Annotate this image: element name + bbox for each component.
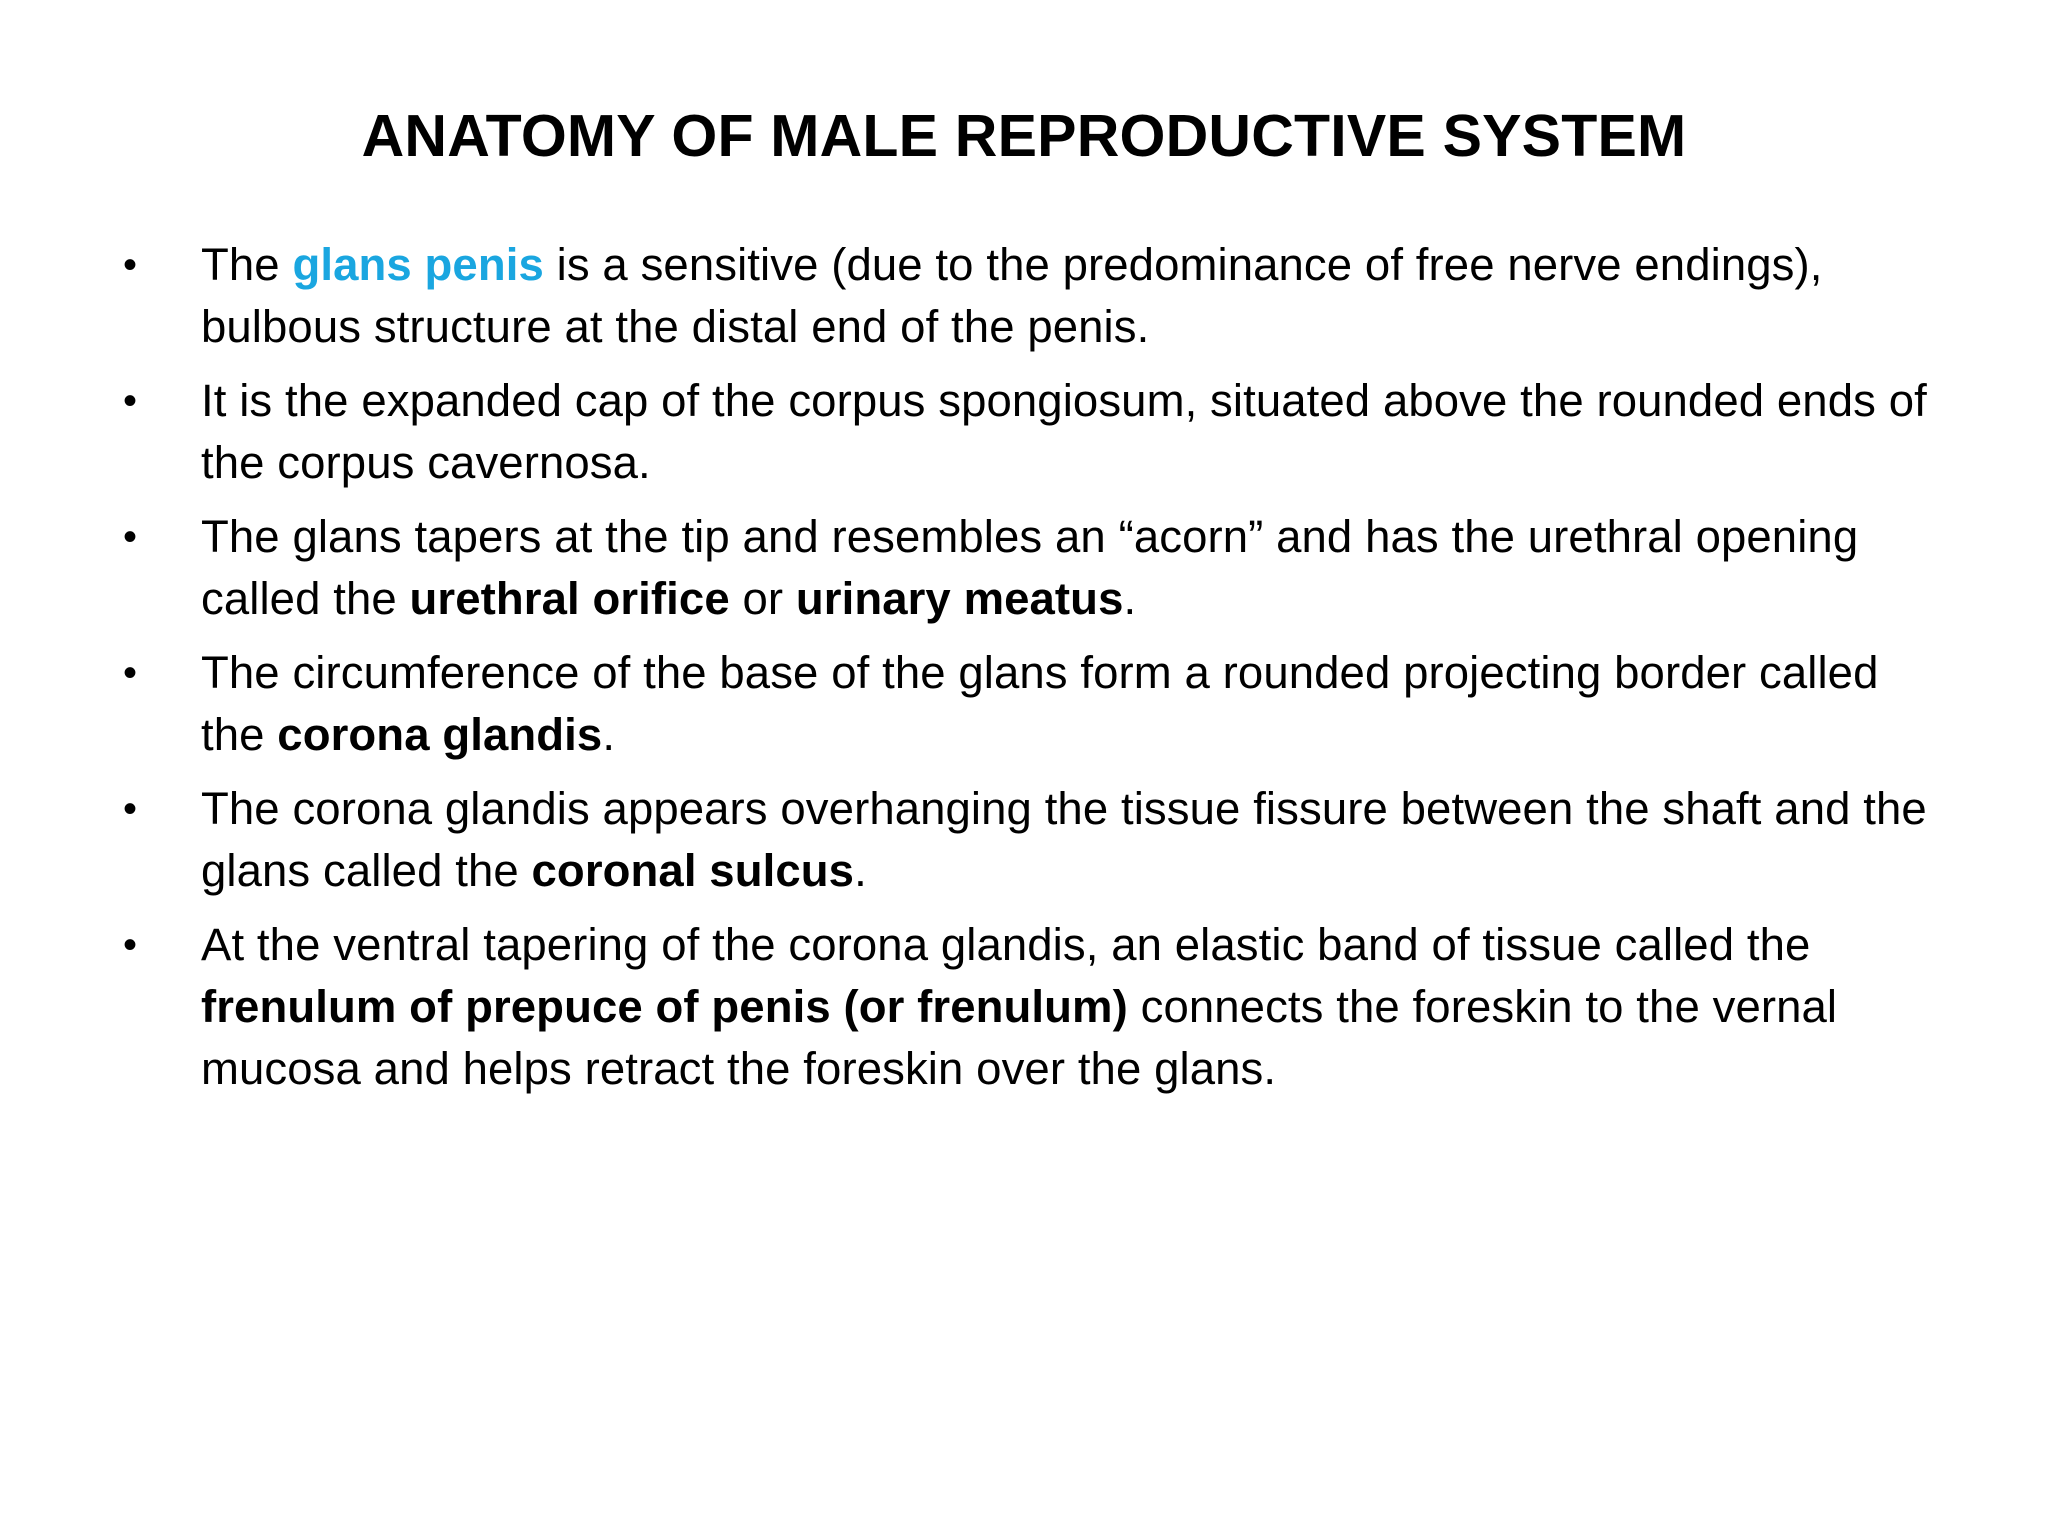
bold-term: frenulum of prepuce of penis (or frenulum) xyxy=(201,981,1128,1032)
text-segment: The corona glandis appears overhanging the tissue fissure between the shaft and the glans called the xyxy=(201,783,1927,896)
bullet-dot: • xyxy=(123,515,138,559)
bold-term: urinary meatus xyxy=(795,573,1124,624)
text-segment: . xyxy=(854,845,867,896)
text-segment: At the ventral tapering of the corona glandis, an elastic band of tissue called the xyxy=(201,919,1811,970)
bold-term: coronal sulcus xyxy=(531,845,855,896)
bullet-item xyxy=(120,914,1950,1100)
text-segment: or xyxy=(729,573,796,624)
bullet-text xyxy=(201,239,1822,352)
bold-term: urethral orifice xyxy=(409,573,730,624)
text-segment: is a sensitive (due to the predominance of free nerve endings), bulbous structure at the distal end of the penis. xyxy=(201,239,1823,352)
bullet-dot: • xyxy=(123,651,138,695)
text-segment: The glans tapers at the tip and resembles an “acorn” and has the urethral opening called the xyxy=(201,511,1859,624)
bullet-text xyxy=(201,647,1878,760)
bold-term: corona glandis xyxy=(277,709,603,760)
bullet-item xyxy=(120,506,1950,630)
bullet-dot: • xyxy=(123,923,138,967)
text-segment: . xyxy=(1123,573,1137,624)
bullet-list xyxy=(120,234,1950,1112)
bullet-dot: • xyxy=(123,243,138,287)
bullet-item xyxy=(120,642,1950,766)
bullet-dot: • xyxy=(123,787,138,831)
text-segment: The circumference of the base of the glans form a rounded projecting border called the xyxy=(201,647,1879,760)
text-segment: connects the foreskin to the vernal mucosa and helps retract the foreskin over the glans. xyxy=(201,981,1838,1094)
text-segment: . xyxy=(602,709,616,760)
slide-title: ANATOMY OF MALE REPRODUCTIVE SYSTEM xyxy=(361,103,1687,169)
bullet-item xyxy=(120,370,1950,494)
bullet-text xyxy=(201,375,1927,488)
bullet-text xyxy=(201,919,1837,1094)
text-segment: The xyxy=(201,239,293,290)
text-segment: It is the expanded cap of the corpus spongiosum, situated above the rounded ends of the corpus cavernosa. xyxy=(201,375,1927,488)
bullet-item xyxy=(120,234,1950,358)
highlighted-term: glans penis xyxy=(292,239,544,290)
bullet-text xyxy=(201,511,1858,624)
bullet-text xyxy=(201,783,1927,896)
bullet-dot: • xyxy=(123,379,138,423)
bullet-item xyxy=(120,778,1950,902)
